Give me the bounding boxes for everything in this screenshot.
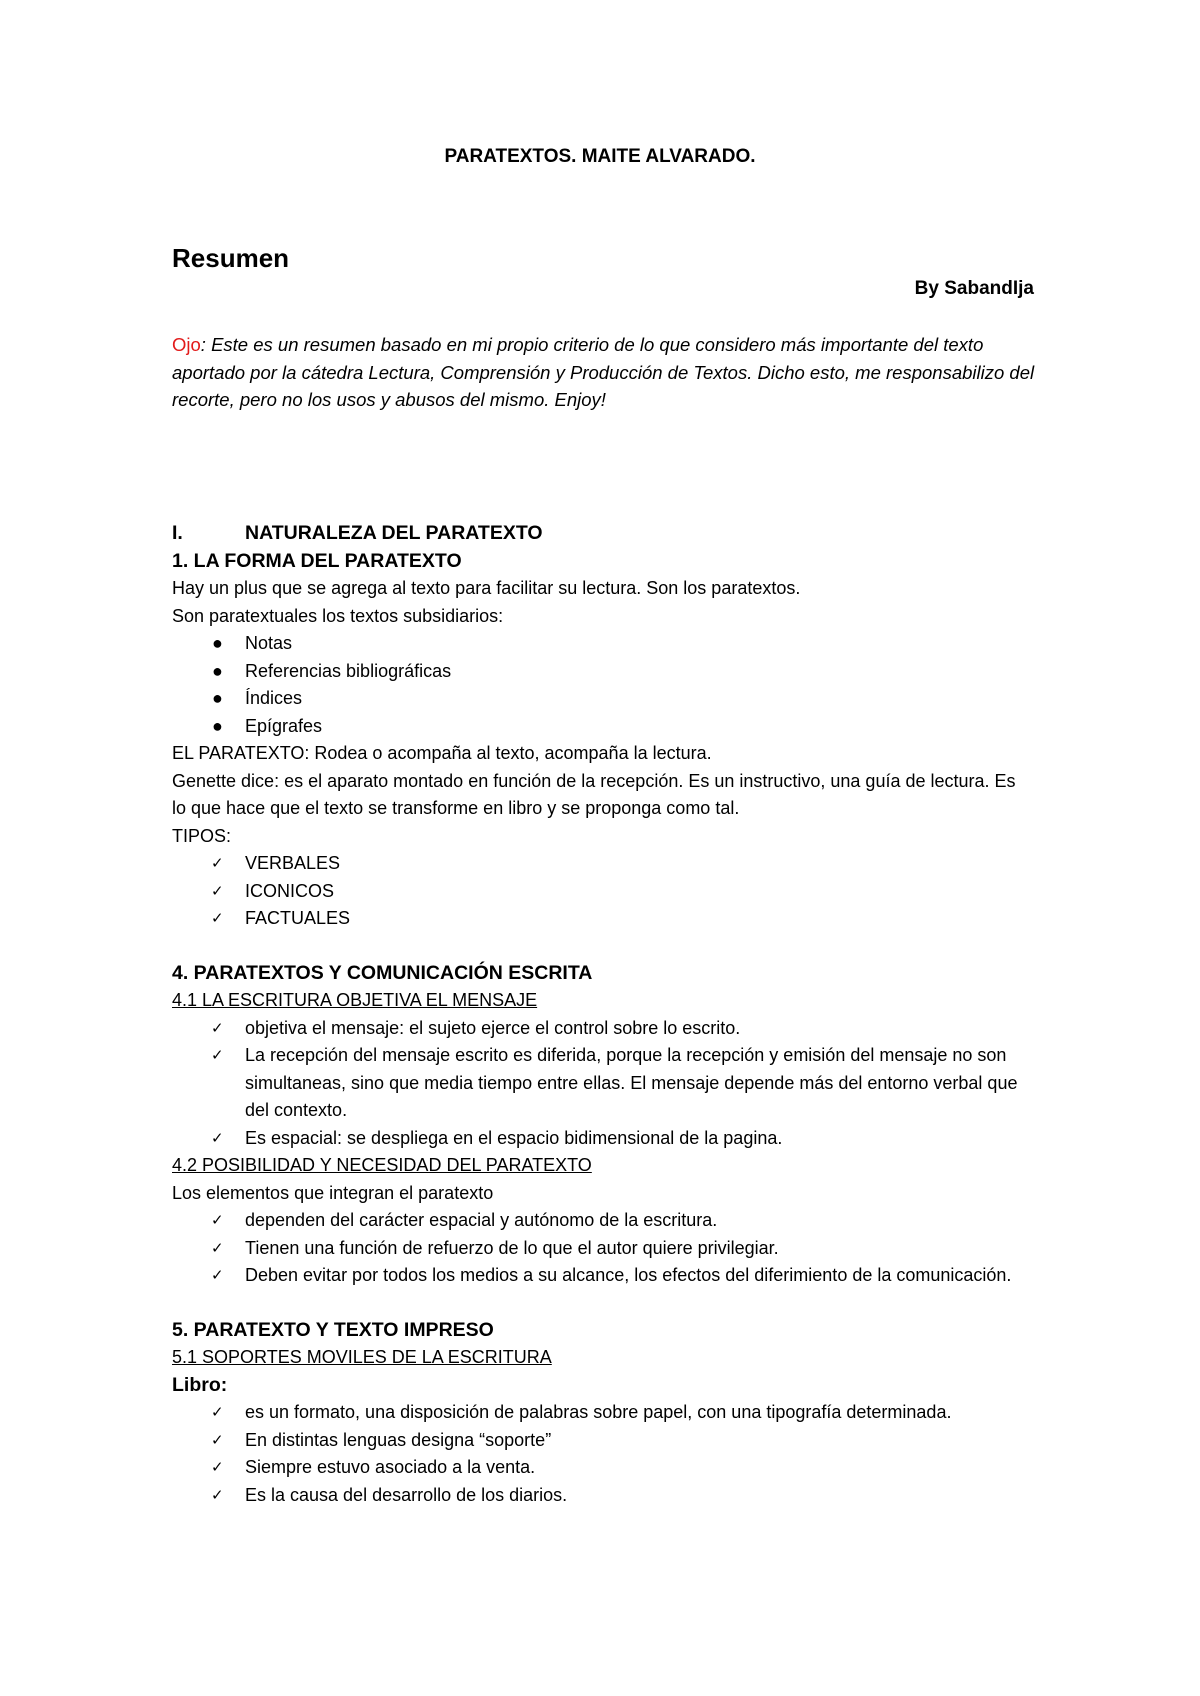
disclaimer-note bbox=[172, 331, 1042, 414]
list-item-text: Índices bbox=[245, 688, 303, 708]
list-item-text: es un formato, una disposición de palabras sobre papel, con una tipografía determinada. bbox=[245, 1402, 952, 1422]
check-icon: ✓ bbox=[211, 909, 224, 927]
bullet-icon: ● bbox=[212, 715, 223, 736]
subsection-heading: 4.2 POSIBILIDAD Y NECESIDAD DEL PARATEXTO bbox=[172, 1155, 592, 1175]
list-item-text: Referencias bibliográficas bbox=[245, 660, 452, 681]
check-icon: ✓ bbox=[211, 1266, 224, 1284]
paragraph: Son paratextuales los textos subsidiarios: bbox=[172, 605, 504, 626]
list-item-text: Deben evitar por todos los medios a su alcance, los efectos del diferimiento de la comunicación. bbox=[245, 1265, 1012, 1285]
list-item bbox=[172, 1482, 1032, 1510]
section-heading-1 bbox=[172, 520, 1032, 548]
list-item bbox=[172, 713, 1032, 741]
note-text: : Este es un resumen basado en mi propio criterio de lo que considero más importante del texto aportado por la cátedra Lectura, Comprensión y Producción de Textos. Dicho esto, me responsabilizo del recorte, pero no los usos y abusos del mismo. Enjoy! bbox=[172, 334, 1035, 410]
list-item bbox=[172, 905, 1032, 933]
check-icon: ✓ bbox=[211, 1018, 224, 1037]
list-item bbox=[172, 685, 1032, 713]
checklist bbox=[172, 1207, 1032, 1290]
document-body bbox=[172, 520, 1032, 1509]
paragraph: Hay un plus que se agrega al texto para facilitar su lectura. Son los paratextos. bbox=[172, 578, 801, 598]
list-item bbox=[172, 1427, 1032, 1455]
list-item-text: Epígrafes bbox=[245, 715, 323, 736]
note-label: Ojo bbox=[172, 334, 201, 355]
bullet-icon: ● bbox=[212, 633, 223, 653]
list-item bbox=[172, 1399, 1032, 1427]
list-item bbox=[172, 1262, 1032, 1290]
author-byline: By SabandIja bbox=[914, 278, 1034, 299]
list-item-text: FACTUALES bbox=[245, 908, 351, 928]
check-icon: ✓ bbox=[211, 1211, 224, 1229]
check-icon: ✓ bbox=[211, 1430, 224, 1449]
list-item bbox=[172, 1454, 1032, 1482]
check-icon: ✓ bbox=[211, 1128, 224, 1147]
check-icon: ✓ bbox=[211, 1046, 224, 1064]
spacer bbox=[172, 1290, 1032, 1317]
bullet-list bbox=[172, 630, 1032, 740]
section-title: NATURALEZA DEL PARATEXTO bbox=[245, 522, 543, 544]
list-item-text: Es espacial: se despliega en el espacio bidimensional de la pagina. bbox=[245, 1127, 783, 1148]
check-icon: ✓ bbox=[211, 1403, 224, 1421]
checklist bbox=[172, 850, 1032, 933]
check-icon: ✓ bbox=[211, 881, 224, 900]
list-item bbox=[172, 878, 1032, 906]
libro-label: Libro: bbox=[172, 1373, 228, 1396]
list-item-text: La recepción del mensaje escrito es diferida, porque la recepción y emisión del mensaje no son simultaneas, sino que media tiempo entre ellas. El mensaje depende más del entorno verbal que del contexto. bbox=[245, 1045, 1018, 1120]
check-icon: ✓ bbox=[211, 1485, 224, 1504]
checklist bbox=[172, 1015, 1032, 1153]
list-item-text: ICONICOS bbox=[245, 880, 335, 901]
list-item bbox=[172, 1015, 1032, 1043]
section-number: I. bbox=[172, 522, 183, 544]
list-item bbox=[172, 630, 1032, 658]
subsection-heading: 4.1 LA ESCRITURA OBJETIVA EL MENSAJE bbox=[172, 990, 538, 1010]
subsection-heading: 5.1 SOPORTES MOVILES DE LA ESCRITURA bbox=[172, 1347, 552, 1367]
resumen-heading: Resumen bbox=[172, 243, 290, 273]
list-item bbox=[172, 1207, 1032, 1235]
list-item-text: Es la causa del desarrollo de los diarios. bbox=[245, 1484, 568, 1505]
paragraph: TIPOS: bbox=[172, 825, 232, 846]
check-icon: ✓ bbox=[211, 1458, 224, 1476]
document-title: PARATEXTOS. MAITE ALVARADO. bbox=[444, 146, 756, 167]
check-icon: ✓ bbox=[211, 854, 224, 872]
bullet-icon: ● bbox=[212, 688, 223, 708]
list-item bbox=[172, 658, 1032, 686]
list-item bbox=[172, 1235, 1032, 1263]
list-item bbox=[172, 1125, 1032, 1153]
list-item-text: objetiva el mensaje: el sujeto ejerce el control sobre lo escrito. bbox=[245, 1017, 741, 1038]
list-item-text: dependen del carácter espacial y autónomo de la escritura. bbox=[245, 1210, 718, 1230]
paragraph: EL PARATEXTO: Rodea o acompaña al texto, acompaña la lectura. bbox=[172, 743, 712, 763]
list-item bbox=[172, 1042, 1032, 1125]
paragraph: Los elementos que integran el paratexto bbox=[172, 1182, 494, 1203]
check-icon: ✓ bbox=[211, 1238, 224, 1257]
list-item-text: Notas bbox=[245, 633, 293, 653]
spacer bbox=[172, 933, 1032, 960]
checklist bbox=[172, 1399, 1032, 1509]
bullet-icon: ● bbox=[212, 660, 223, 681]
list-item-text: En distintas lenguas designa “soporte” bbox=[245, 1429, 552, 1450]
subsection-heading: 1. LA FORMA DEL PARATEXTO bbox=[172, 549, 462, 572]
paragraph: Genette dice: es el aparato montado en función de la recepción. Es un instructivo, una guía de lectura. Es lo que hace que el texto se transforme en libro y se proponga como tal. bbox=[172, 770, 1016, 818]
section-heading-4: 4. PARATEXTOS Y COMUNICACIÓN ESCRITA bbox=[172, 961, 593, 984]
list-item-text: Siempre estuvo asociado a la venta. bbox=[245, 1457, 536, 1477]
section-heading-5: 5. PARATEXTO Y TEXTO IMPRESO bbox=[172, 1318, 494, 1341]
list-item-text: VERBALES bbox=[245, 853, 341, 873]
list-item-text: Tienen una función de refuerzo de lo que el autor quiere privilegiar. bbox=[245, 1237, 779, 1258]
list-item bbox=[172, 850, 1032, 878]
